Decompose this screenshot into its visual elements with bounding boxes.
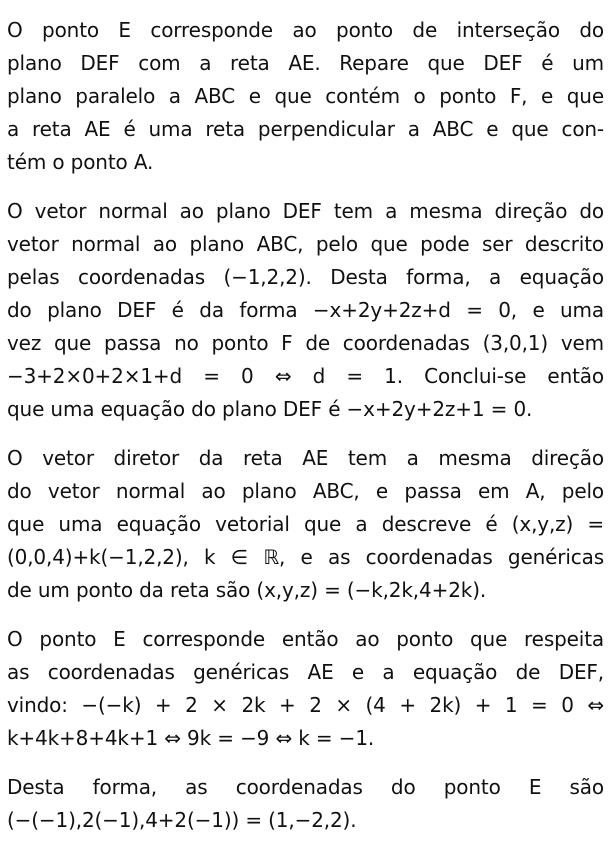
text-line: −3+2×0+2×1+d = 0 ⇔ d = 1. Conclui-se então bbox=[7, 364, 604, 388]
text-line: O ponto E corresponde ao ponto de interseção do bbox=[7, 18, 604, 42]
paragraph-conclusion bbox=[7, 771, 604, 837]
paragraph-intersection bbox=[7, 14, 604, 179]
text-line: pelas coordenadas (−1,2,2). Desta forma, a equação bbox=[7, 265, 604, 289]
solution-text bbox=[7, 14, 604, 853]
text-line: a reta AE é uma reta perpendicular a ABC e que con- bbox=[7, 117, 604, 141]
text-line: que uma equação do plano DEF é −x+2y+2z+1 = 0. bbox=[7, 397, 533, 421]
text-line: de um ponto da reta são (x,y,z) = (−k,2k,4+2k). bbox=[7, 578, 487, 602]
text-line: k+4k+8+4k+1 ⇔ 9k = −9 ⇔ k = −1. bbox=[7, 726, 375, 750]
text-line: O vetor normal ao plano DEF tem a mesma direção do bbox=[7, 199, 604, 223]
text-line: O vetor diretor da reta AE tem a mesma direção bbox=[7, 446, 604, 470]
text-line: vindo: −(−k) + 2 × 2k + 2 × (4 + 2k) + 1 = 0 ⇔ bbox=[7, 693, 604, 717]
text-line: do plano DEF é da forma −x+2y+2z+d = 0, e uma bbox=[7, 298, 604, 322]
text-line: do vetor normal ao plano ABC, e passa em A, pelo bbox=[7, 479, 604, 503]
text-line: vetor normal ao plano ABC, pelo que pode ser descrito bbox=[7, 232, 604, 256]
text-line: vez que passa no ponto F de coordenadas (3,0,1) vem bbox=[7, 331, 604, 355]
text-line: as coordenadas genéricas AE e a equação de DEF, bbox=[7, 660, 604, 684]
text-line: O ponto E corresponde então ao ponto que respeita bbox=[7, 627, 604, 651]
paragraph-line-equation bbox=[7, 442, 604, 607]
text-line: Desta forma, as coordenadas do ponto E são bbox=[7, 775, 604, 799]
text-line: plano paralelo a ABC e que contém o ponto F, e que bbox=[7, 84, 604, 108]
paragraph-plane-equation bbox=[7, 195, 604, 426]
text-line: (0,0,4)+k(−1,2,2), k ∈ ℝ, e as coordenadas genéricas bbox=[7, 545, 604, 569]
text-line: que uma equação vetorial que a descreve é (x,y,z) = bbox=[7, 512, 604, 536]
text-line: (−(−1),2(−1),4+2(−1)) = (1,−2,2). bbox=[7, 808, 357, 832]
paragraph-solve-k bbox=[7, 623, 604, 755]
text-line: plano DEF com a reta AE. Repare que DEF é um bbox=[7, 51, 604, 75]
text-line: tém o ponto A. bbox=[7, 150, 154, 174]
